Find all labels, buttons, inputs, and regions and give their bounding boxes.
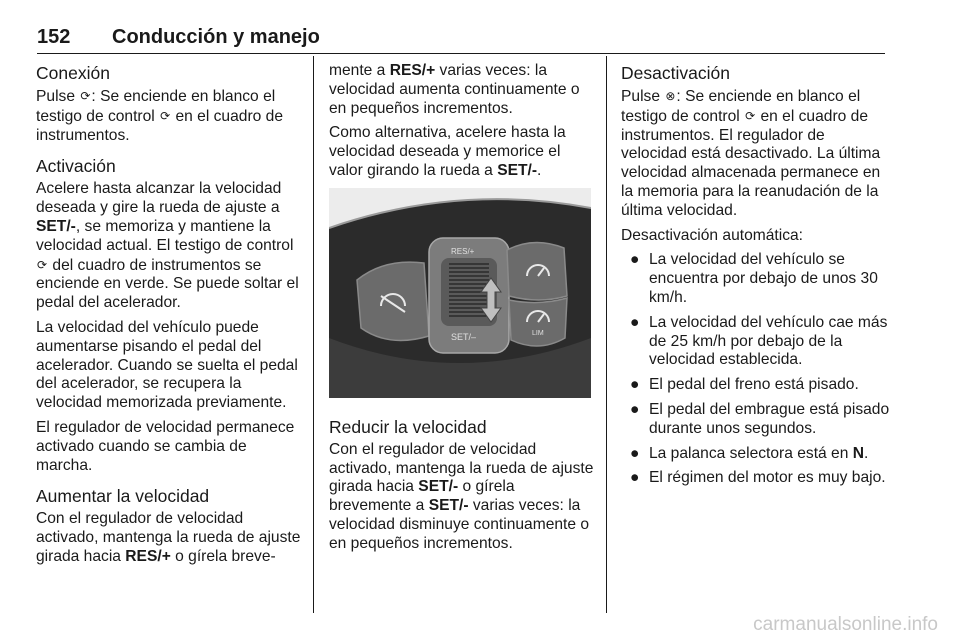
cruise-control-icon: ⟳ bbox=[80, 89, 91, 103]
column-3 bbox=[621, 62, 891, 494]
auto-deactivation-title: Desactivación automática: bbox=[621, 226, 804, 244]
activacion-paragraph-3: El regulador de velocidad permanece activado cuando se cambia de marcha. bbox=[36, 418, 295, 474]
cruise-control-icon: ⊗ bbox=[665, 89, 676, 103]
desactivacion-paragraph: Pulse ⊗: Se enciende en blanco el testigo de control ⟳ en el cuadro de instrumentos. El regulador de velocidad está desactivado. La última velocidad almacenada permanece en la memoria para la reanudación de la última velocidad. bbox=[621, 88, 881, 219]
auto-deactivation-list bbox=[621, 251, 891, 488]
thumbwheel-illustration bbox=[429, 238, 509, 353]
list-item: ● La velocidad del vehículo cae más de 25 km/h por debajo de la velocidad establecida. bbox=[630, 313, 888, 369]
bold-term: SET/- bbox=[418, 478, 459, 496]
activacion-paragraph-2: La velocidad del vehículo puede aumentarse pisando el pedal del acelerador. Cuando se suelta el pedal del acelerador, se recupera la velocidad memorizada previamente. bbox=[36, 318, 298, 412]
bullet-icon: ● bbox=[630, 251, 640, 269]
list-item: ● La palanca selectora está en N. bbox=[630, 444, 869, 462]
activacion-paragraph-1: Acelere hasta alcanzar la velocidad deseada y gire la rueda de ajuste a SET/-, se memoriza y mantiene la velocidad actual. El testigo de control ⟳ del cuadro de instrumentos se enciende en verde. Se puede soltar el pedal del acelerador. bbox=[36, 180, 299, 312]
bullet-icon: ● bbox=[630, 444, 640, 462]
section-title-desactivacion: Desactivación bbox=[621, 63, 730, 83]
aumentar-paragraph-start: Con el regulador de velocidad activado, mantenga la rueda de ajuste girada hacia RES/+ o gírela breve- bbox=[36, 510, 301, 565]
aumentar-paragraph-2: Como alternativa, acelere hasta la velocidad deseada y memorice el valor girando la rueda a SET/-. bbox=[329, 124, 566, 179]
bullet-icon: ● bbox=[630, 376, 640, 394]
aumentar-paragraph-cont: mente a RES/+ varias veces: la velocidad aumenta continuamente o en pequeños incrementos. bbox=[329, 62, 580, 117]
cruise-on-button-illustration bbox=[507, 242, 567, 300]
section-title-reducir: Reducir la velocidad bbox=[329, 416, 487, 437]
bold-term: N bbox=[852, 444, 864, 462]
conexion-paragraph: Pulse ⟳: Se enciende en blanco el testigo de control ⟳ en el cuadro de instrumentos. bbox=[36, 88, 283, 144]
bold-term: SET/- bbox=[36, 217, 76, 235]
list-item: ● El pedal del embrague está pisado durante unos segundos. bbox=[630, 400, 890, 437]
bold-term: RES/+ bbox=[389, 62, 436, 79]
bullet-icon: ● bbox=[630, 313, 640, 331]
column-divider-left bbox=[313, 56, 314, 613]
list-item: ● La velocidad del vehículo se encuentra por debajo de unos 30 km/h. bbox=[630, 251, 878, 306]
list-item: ● El pedal del freno está pisado. bbox=[630, 376, 859, 394]
section-title-activacion: Activación bbox=[36, 156, 116, 177]
cancel-button-illustration bbox=[357, 262, 429, 340]
cruise-control-icon: ⟳ bbox=[37, 257, 48, 272]
bold-term: RES/+ bbox=[125, 547, 171, 565]
cruise-control-icon: ⟳ bbox=[745, 108, 756, 123]
section-title-aumentar: Aumentar la velocidad bbox=[36, 486, 210, 507]
res-label: RES/+ bbox=[451, 246, 475, 256]
lim-label: LIM bbox=[532, 329, 544, 337]
column-2 bbox=[329, 62, 597, 560]
page-number: 152 bbox=[37, 26, 71, 48]
column-divider-right bbox=[606, 56, 607, 613]
bold-term: SET/- bbox=[497, 161, 538, 179]
speed-limiter-button-illustration bbox=[509, 298, 567, 346]
bullet-icon: ● bbox=[630, 469, 640, 487]
watermark: carmanualsonline.info bbox=[753, 614, 938, 635]
bold-term: SET/- bbox=[428, 497, 469, 515]
section-title-conexion: Conexión bbox=[36, 63, 110, 83]
cruise-control-icon: ⟳ bbox=[160, 108, 171, 123]
header-rule bbox=[37, 53, 885, 54]
steering-wheel-controls-figure bbox=[329, 188, 591, 398]
bullet-icon: ● bbox=[630, 400, 640, 418]
list-item: ● El régimen del motor es muy bajo. bbox=[630, 469, 886, 487]
set-label: SET/– bbox=[451, 331, 477, 342]
page-title: Conducción y manejo bbox=[112, 26, 320, 48]
column-1 bbox=[36, 62, 304, 573]
page-header bbox=[37, 26, 885, 52]
reducir-paragraph: Con el regulador de velocidad activado, mantenga la rueda de ajuste girada hacia SET/- o gírela brevemente a SET/- varias veces: la velocidad disminuye continuamente o en pequeños incrementos. bbox=[329, 440, 594, 552]
